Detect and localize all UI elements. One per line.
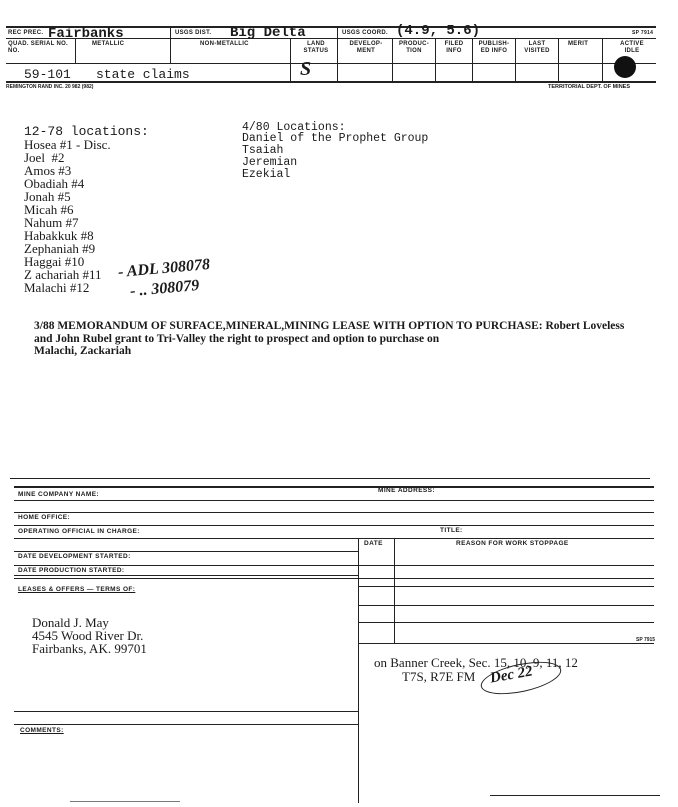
list-item: Amos #3	[24, 163, 72, 178]
list-item: Obadiah #4	[24, 176, 85, 191]
list-item: Nahum #7	[24, 215, 79, 230]
usgs-coord-value: (4.9, 5.6)	[396, 23, 481, 39]
list-item: Daniel of the Prophet Group	[242, 132, 429, 145]
merit-label: MERIT	[568, 41, 589, 47]
list-item: Haggai #10	[24, 254, 85, 269]
ink-blot-mark	[614, 56, 636, 78]
land-status-label: LAND STATUS	[303, 41, 329, 54]
handwritten-date-note: Dec 22	[488, 663, 534, 687]
list-item: Tsaiah	[242, 144, 284, 157]
usgs-coord-label: USGS COORD.	[342, 30, 388, 36]
mine-address-label: MINE ADDRESS:	[378, 487, 435, 494]
memo-line: 3/88 MEMORANDUM OF SURFACE,MINERAL,MINING LEASE WITH OPTION TO PURCHASE: Robert Loveless	[34, 320, 625, 332]
rec-prec-label: REC PREC.	[8, 30, 44, 36]
date-column-label: DATE	[364, 540, 383, 547]
memo-line: and John Rubel grant to Tri-Valley the right to prospect and option to purchase on	[34, 332, 440, 345]
usgs-dist-label: USGS DIST.	[175, 30, 212, 36]
work-stoppage-label: REASON FOR WORK STOPPAGE	[456, 540, 569, 547]
right-heading: 4/80 Locations:	[242, 121, 346, 134]
list-item: Malachi #12	[24, 280, 90, 295]
territorial-note: TERRITORIAL DEPT. OF MINES	[548, 84, 630, 90]
leases-label: LEASES & OFFERS — TERMS OF:	[18, 586, 136, 593]
title-label: TITLE:	[440, 527, 463, 534]
production-label: PRODUC-TION	[398, 41, 430, 54]
production-started-label: DATE PRODUCTION STARTED:	[18, 567, 125, 574]
right-location-list	[242, 133, 428, 181]
mine-company-label: MINE COMPANY NAME:	[18, 491, 99, 498]
owner-name: Donald J. May	[32, 615, 109, 630]
handwritten-adl-number-1: - ADL 308078	[117, 256, 211, 281]
list-item: Joel #2	[24, 150, 65, 165]
development-started-label: DATE DEVELOPMENT STARTED:	[18, 553, 131, 560]
owner-street: 4545 Wood River Dr.	[32, 628, 144, 643]
handwritten-adl-number-2: - .. 308079	[129, 277, 200, 300]
home-office-label: HOME OFFICE:	[18, 514, 71, 521]
owner-address	[32, 616, 147, 655]
comments-label: COMMENTS:	[20, 727, 64, 734]
form-number-2: SP 7915	[636, 637, 656, 643]
owner-city: Fairbanks, AK. 99701	[32, 641, 147, 656]
list-item: Jonah #5	[24, 189, 71, 204]
memorandum-paragraph	[34, 320, 654, 358]
metallic-label: METALLIC	[92, 41, 125, 47]
location-description-2: T7S, R7E FM	[402, 669, 476, 684]
published-info-label: PUBLISH-ED INFO	[478, 41, 510, 54]
quad-serial-label: QUAD. SERIAL NO. NO.	[8, 41, 69, 54]
land-status-value: S	[300, 58, 312, 80]
serial-number: 59-101	[24, 67, 71, 82]
operating-official-label: OPERATING OFFICIAL IN CHARGE:	[18, 528, 140, 535]
list-item: Jeremian	[242, 156, 298, 169]
non-metallic-label: NON-METALLIC	[200, 41, 249, 47]
form-number: SP 7914	[632, 30, 654, 36]
list-item: Z achariah #11	[24, 267, 102, 282]
list-item: Micah #6	[24, 202, 74, 217]
rec-prec-value: Fairbanks	[48, 26, 124, 42]
list-item: Habakkuk #8	[24, 228, 94, 243]
claim-name: state claims	[96, 67, 190, 82]
development-label: DEVELOP-MENT	[349, 41, 383, 54]
list-item: Hosea #1 - Disc.	[24, 137, 111, 152]
left-location-list	[24, 138, 111, 294]
location-description-1: on Banner Creek, Sec. 15, 10, 9, 11, 12	[374, 655, 578, 670]
filed-info-label: FILED INFO	[444, 41, 464, 54]
last-visited-label: LAST VISITED	[524, 41, 550, 54]
list-item: Ezekial	[242, 168, 291, 181]
active-idle-label: ACTIVE IDLE	[620, 41, 644, 54]
printer-note: REMINGTON RAND INC. 20 982 (982)	[6, 84, 94, 90]
memo-line: Malachi, Zackariah	[34, 345, 132, 357]
usgs-dist-value: Big Delta	[230, 25, 306, 41]
list-item: Zephaniah #9	[24, 241, 96, 256]
left-heading: 12-78 locations:	[24, 124, 149, 139]
